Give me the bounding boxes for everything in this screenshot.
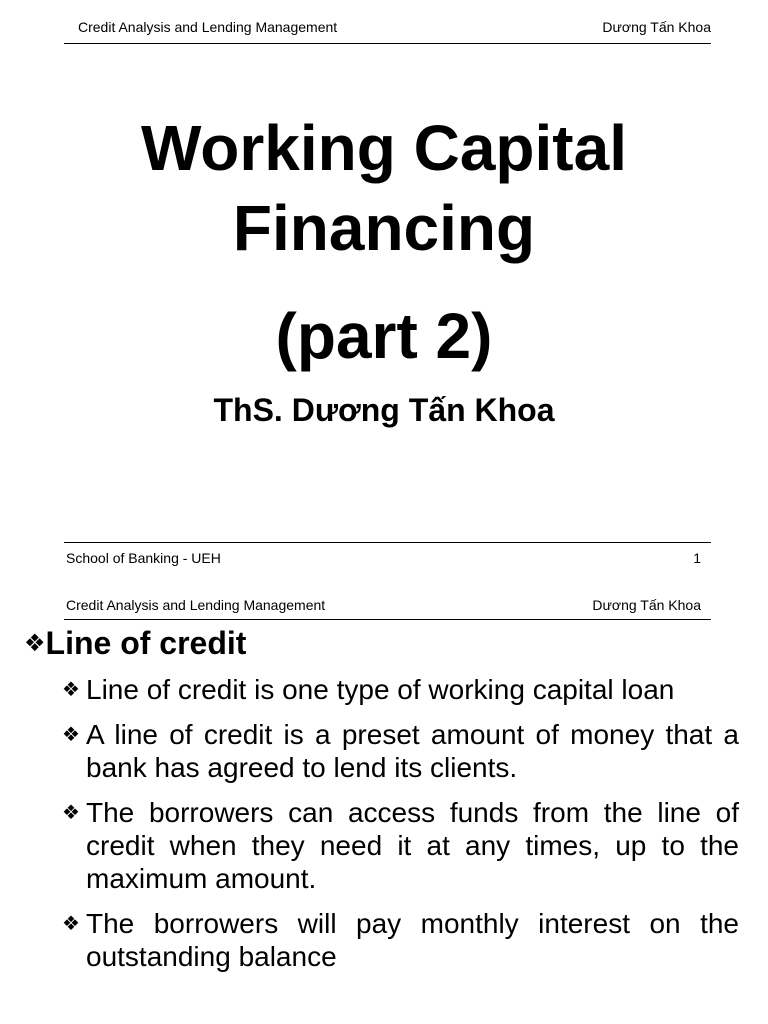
- bullet-text: Line of credit is one type of working capital loan: [86, 674, 675, 705]
- slide-title: [0, 108, 768, 268]
- bullet-list: [62, 673, 739, 985]
- slide1-header-author: Dương Tấn Khoa: [602, 19, 711, 35]
- bullet-item: [62, 673, 739, 706]
- title-line-2: Financing: [232, 192, 536, 264]
- section-heading-text: Line of credit: [45, 625, 247, 661]
- diamond-bullet-icon: ❖: [24, 629, 46, 657]
- diamond-bullet-icon: ❖: [62, 722, 80, 746]
- slide2-header: [64, 593, 711, 613]
- bullet-text: The borrowers will pay monthly interest on the outstanding balance: [86, 908, 739, 972]
- bullet-text: A line of credit is a preset amount of money that a bank has agreed to lend its clients.: [86, 719, 739, 783]
- section-heading: [24, 622, 246, 664]
- title-line-1: Working Capital: [141, 112, 627, 184]
- diamond-bullet-icon: ❖: [62, 911, 80, 935]
- footer-divider: [64, 542, 711, 543]
- slide-subtitle-part: [0, 296, 768, 376]
- diamond-bullet-icon: ❖: [62, 800, 80, 824]
- slide1-footer: [64, 546, 711, 566]
- slide2-header-author: Dương Tấn Khoa: [592, 597, 701, 613]
- page-number: 1: [693, 550, 701, 566]
- bullet-text: The borrowers can access funds from the line of credit when they need it at any times, up to the maximum amount.: [86, 797, 739, 894]
- title-line-3: (part 2): [275, 300, 493, 372]
- diamond-bullet-icon: ❖: [62, 677, 80, 701]
- bullet-item: [62, 907, 739, 973]
- slide2-header-divider: [64, 619, 711, 620]
- author-name: ThS. Dương Tấn Khoa: [213, 392, 555, 428]
- header-divider: [64, 43, 711, 44]
- slide1-header: [64, 15, 711, 35]
- bullet-item: [62, 796, 739, 895]
- slide2-header-course: Credit Analysis and Lending Management: [66, 597, 326, 613]
- footer-school: School of Banking - UEH: [66, 550, 221, 566]
- slide1-header-course: Credit Analysis and Lending Management: [78, 19, 338, 35]
- bullet-item: [62, 718, 739, 784]
